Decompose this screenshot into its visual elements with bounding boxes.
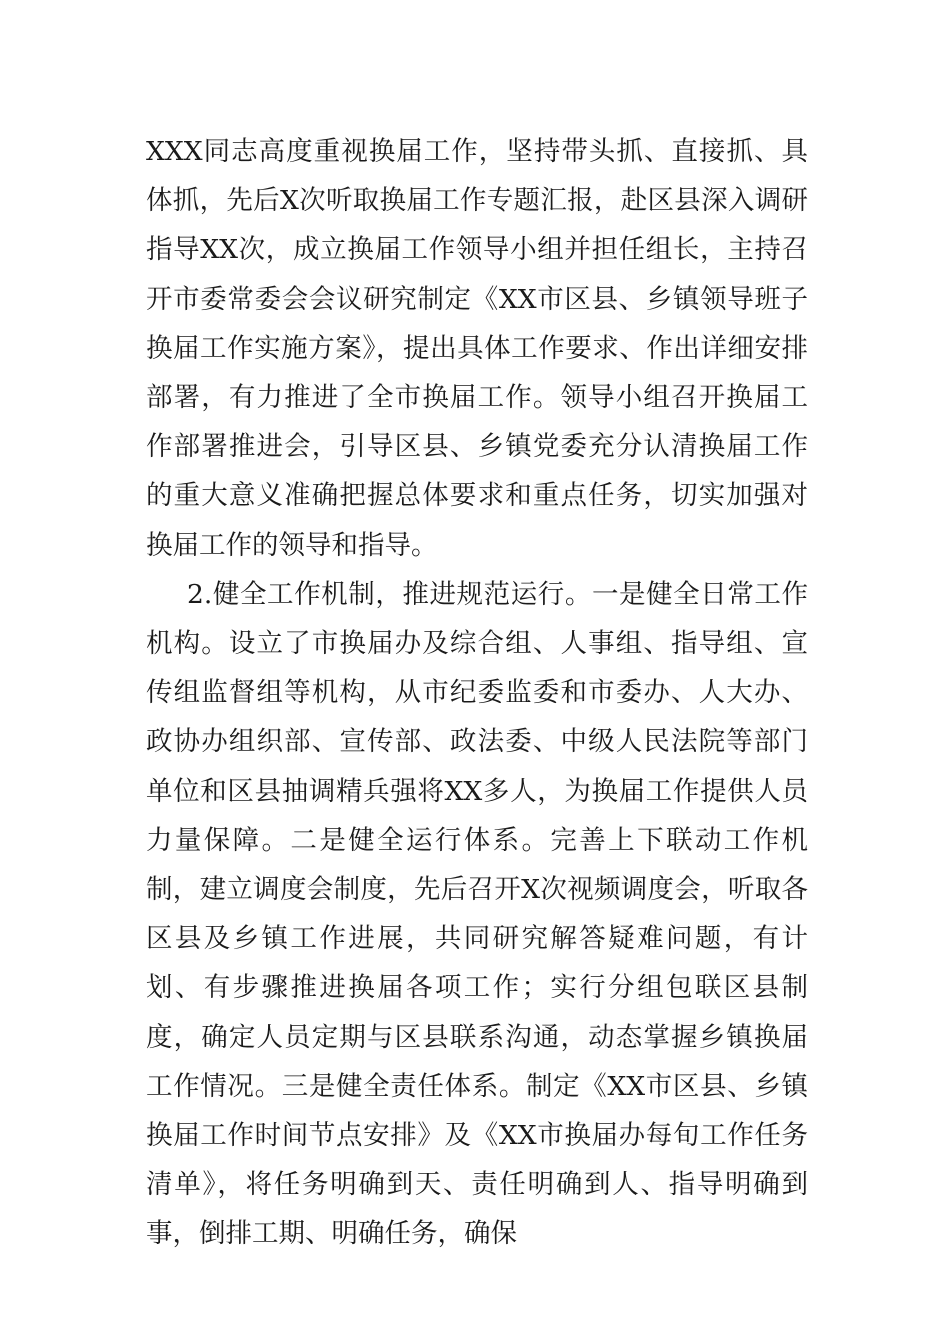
body-text [146,127,808,1259]
paragraph-leadership: XXX同志高度重视换届工作，坚持带头抓、直接抓、具体抓，先后X次听取换届工作专题汇报，赴区县深入调研指导XX次，成立换届工作领导小组并担任组长，主持召开市委常委会会议研究制定《XX市区县、乡镇领导班子换届工作实施方案》，提出具体工作要求、作出详细安排部署，有力推进了全市换届工作。领导小组召开换届工作部署推进会，引导区县、乡镇党委充分认清换届工作的重大意义准确把握总体要求和重点任务，切实加强对换届工作的领导和指导。 [146,136,808,561]
paragraph-work-mechanism: 2.健全工作机制，推进规范运行。一是健全日常工作机构。设立了市换届办及综合组、人事组、指导组、宣传组监督组等机构，从市纪委监委和市委办、人大办、政协办组织部、宣传部、政法委、中级人民法院等部门单位和区县抽调精兵强将XX多人，为换届工作提供人员力量保障。二是健全运行体系。完善上下联动工作机制，建立调度会制度，先后召开X次视频调度会，听取各区县及乡镇工作进展，共同研究解答疑难问题，有计划、有步骤推进换届各项工作；实行分组包联区县制度，确定人员定期与区县联系沟通，动态掌握乡镇换届工作情况。三是健全责任体系。制定《XX市区县、乡镇换届工作时间节点安排》及《XX市换届办每旬工作任务清单》，将任务明确到天、责任明确到人、指导明确到事，倒排工期、明确任务，确保 [146,578,808,1250]
